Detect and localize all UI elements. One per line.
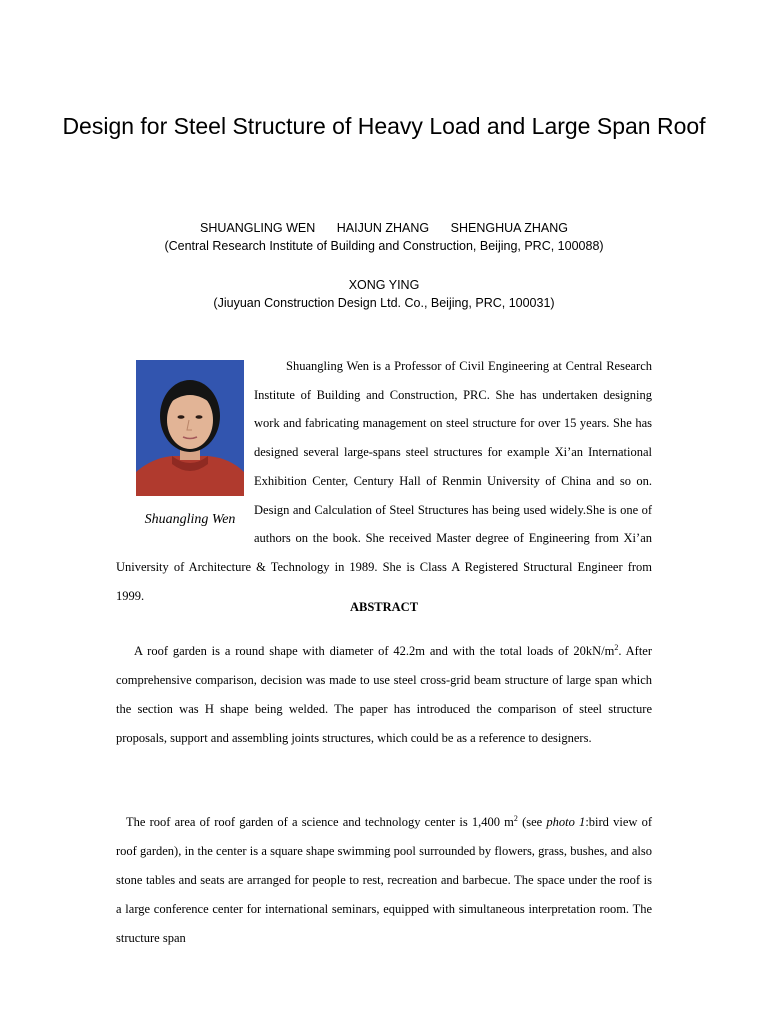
abstract-heading: ABSTRACT [349, 600, 419, 614]
author-block-2 [60, 276, 708, 312]
photo-reference: photo 1 [546, 815, 586, 829]
paper-title: Design for Steel Structure of Heavy Load and Large Span Roof [62, 113, 706, 139]
body-text: :bird view of roof garden), in the center is a square shape swimming pool surrounded by flowers, grass, bushes, and also stone tables and seats are arranged for people to rest, recreation and barbecue. The space under the roof is a large conference center for international seminars, equipped with simultaneous interpretation room. The structure span [116, 815, 652, 945]
author-name: SHUANGLING WEN [199, 221, 316, 235]
author-affiliation: (Central Research Institute of Building and Construction, Beijing, PRC, 100088) [164, 239, 604, 253]
body-text: (see [517, 815, 547, 829]
author-names [60, 219, 708, 237]
photo-spacer [116, 352, 254, 552]
author-block-1 [60, 219, 708, 255]
superscript: 2 [513, 813, 518, 823]
abstract-text: . After comprehensive comparison, decision was made to use steel cross-grid beam structure of large span which the section was H shape being welded. The paper has introduced the comparison of steel structure proposals, support and assembling joints structures, which could be as a reference to designers. [116, 644, 653, 745]
author-biography [116, 352, 652, 610]
body-paragraph [116, 808, 652, 953]
abstract-text: A roof garden is a round shape with diameter of 42.2m and with the total loads of 20kN/m [134, 644, 615, 658]
abstract-paragraph [116, 637, 652, 753]
superscript: 2 [614, 642, 619, 652]
author-name: HAIJUN ZHANG [336, 221, 430, 235]
biography-text: Shuangling Wen is a Professor of Civil Engineering at Central Research Institute of Building and Construction, PRC. She has undertaken designing work and fabricating management on steel structure for over 15 years. She has designed several large-spans steel structures for example Xi’an International Exhibition Center, Century Hall of Renmin University of China and so on. Design and Calculation of Steel Structures has being used widely.She is one of authors on the book. She received Master degree of Engineering from Xi’an University of Architecture & Technology in 1989. She is Class A Registered Structural Engineer from 1999. [116, 359, 652, 603]
author-name: XONG YING [348, 278, 420, 292]
photo-caption: Shuangling Wen [144, 512, 236, 527]
author-affiliation: (Jiuyuan Construction Design Ltd. Co., Beijing, PRC, 100031) [213, 296, 555, 310]
author-name: SHENGHUA ZHANG [450, 221, 569, 235]
body-text: The roof area of roof garden of a science and technology center is 1,400 m [126, 815, 514, 829]
